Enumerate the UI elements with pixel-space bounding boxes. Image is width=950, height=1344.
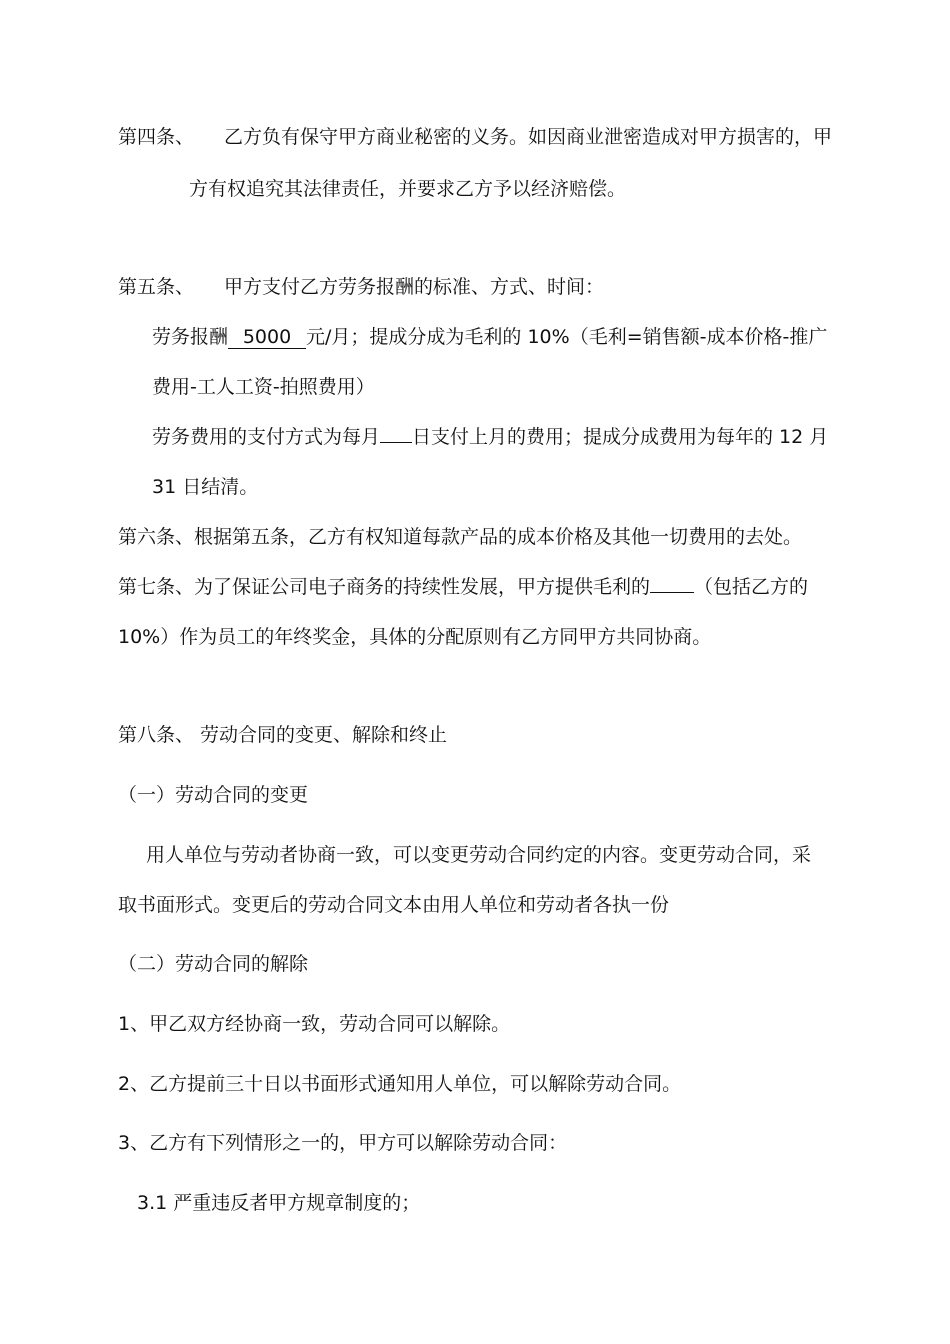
article-5-pay-line-2: 费用-工人工资-拍照费用） [152, 376, 375, 398]
method-suffix: 日支付上月的费用；提成分成费用为每年的 12 月 [412, 426, 829, 448]
article-8-item-2: 2、乙方提前三十日以书面形式通知用人单位，可以解除劳动合同。 [118, 1073, 682, 1095]
article-8-sub2-title: （二）劳动合同的解除 [118, 953, 309, 975]
pay-prefix: 劳务报酬 [152, 326, 229, 348]
article-5-text: 甲方支付乙方劳务报酬的标准、方式、时间： [224, 276, 605, 298]
article-8-sub1-title: （一）劳动合同的变更 [118, 784, 309, 806]
article-4-line-2: 方有权追究其法律责任，并要求乙方予以经济赔偿。 [189, 178, 627, 200]
article-7-line-1 [118, 574, 808, 600]
method-day-blank [380, 442, 412, 443]
article-7-blank [650, 592, 694, 593]
article-5-method-line [152, 424, 828, 450]
article-8-sub1-text-2: 取书面形式。变更后的劳动合同文本由用人单位和劳动者各执一份 [118, 894, 670, 916]
article-8-item-1: 1、甲乙双方经协商一致，劳动合同可以解除。 [118, 1013, 511, 1035]
article-7-line-2: 10%）作为员工的年终奖金，具体的分配原则有乙方同甲方共同协商。 [118, 626, 712, 648]
article-4-text-1: 乙方负有保守甲方商业秘密的义务。如因商业泄密造成对甲方损害的，甲 [224, 126, 833, 148]
pay-amount-field: 5000 [228, 326, 306, 349]
article-7-suffix: （包括乙方的 [694, 576, 809, 598]
article-4-heading: 第四条、 [118, 126, 195, 148]
article-5-heading: 第五条、 [118, 276, 195, 298]
article-5-pay-line [152, 324, 827, 350]
article-7-prefix: 第七条、为了保证公司电子商务的持续性发展，甲方提供毛利的 [118, 576, 651, 598]
article-8-item-3-1: 3.1 严重违反者甲方规章制度的； [137, 1192, 421, 1214]
article-5-method-line-2: 31 日结清。 [152, 476, 259, 498]
article-6-line: 第六条、根据第五条，乙方有权知道每款产品的成本价格及其他一切费用的去处。 [118, 526, 803, 548]
article-5-line-1 [118, 274, 604, 300]
article-8-heading: 第八条、 劳动合同的变更、解除和终止 [118, 724, 448, 746]
article-8-sub1-text-1: 用人单位与劳动者协商一致，可以变更劳动合同约定的内容。变更劳动合同，采 [146, 844, 812, 866]
article-4-line-1 [118, 124, 832, 150]
method-prefix: 劳务费用的支付方式为每月 [152, 426, 381, 448]
article-8-item-3: 3、乙方有下列情形之一的，甲方可以解除劳动合同： [118, 1132, 568, 1154]
pay-suffix: 元/月；提成分成为毛利的 10%（毛利=销售额-成本价格-推广 [306, 326, 828, 348]
